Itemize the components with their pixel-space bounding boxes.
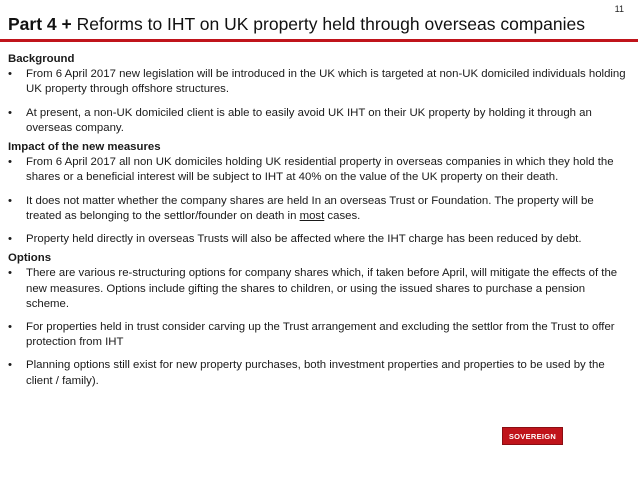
section-heading-impact: Impact of the new measures: [8, 141, 161, 154]
impact-list: [8, 155, 626, 247]
bullet-icon: •: [8, 106, 12, 119]
list-item-text: From 6 April 2017 new legislation will be introduced in the UK which is targeted at non-UK domiciled individuals holding UK property through offshore structures.: [26, 68, 626, 96]
title-text: Reforms to IHT on UK property held through overseas companies: [71, 14, 585, 34]
title-part-label: Part 4 +: [8, 14, 72, 34]
list-item: [8, 266, 626, 312]
list-item-text-end: cases.: [324, 209, 361, 222]
bullet-icon: •: [8, 359, 12, 372]
bullet-icon: •: [8, 68, 12, 81]
slide-content: [8, 52, 626, 389]
list-item: [8, 320, 626, 350]
list-item: [8, 232, 626, 247]
list-item-text: From 6 April 2017 all non UK domiciles holding UK residential property in overseas companies in which they hold the shares or a beneficial interest will be subject to IHT at 40% on the value of the UK property on their death.: [26, 156, 614, 184]
list-item-text: For properties held in trust consider carving up the Trust arrangement and excluding the settlor from the Trust to offer protection from IHT: [26, 321, 615, 349]
list-item-text: Property held directly in overseas Trusts will also be affected where the IHT charge has been reduced by debt.: [26, 233, 582, 246]
underlined-word: most: [299, 209, 325, 222]
list-item-text: It does not matter whether the company shares are held In an overseas Trust or Foundation. The property will be treated as belonging to the settlor/founder on death in: [26, 194, 594, 222]
sovereign-logo: SOVEREIGN: [502, 427, 563, 445]
section-heading-background: Background: [8, 53, 75, 65]
bullet-icon: •: [8, 194, 12, 207]
bullet-icon: •: [8, 321, 12, 334]
page-title: [8, 13, 585, 35]
list-item-text: At present, a non-UK domiciled client is able to easily avoid UK IHT on their UK property by holding it through an overseas company.: [26, 106, 592, 134]
list-item-text: There are various re-structuring options for company shares which, if taken before April, will mitigate the effects of the new measures. Options include gifting the shares to children, or using the issued shares to purchase a pension scheme.: [26, 267, 618, 310]
title-divider: [0, 39, 638, 42]
bullet-icon: •: [8, 233, 12, 246]
page-number: 11: [614, 4, 624, 14]
list-item: [8, 67, 626, 97]
options-list: [8, 266, 626, 388]
section-heading-options: Options: [8, 252, 52, 265]
bullet-icon: •: [8, 156, 12, 169]
list-item: [8, 155, 626, 185]
list-item: [8, 358, 626, 388]
bullet-icon: •: [8, 267, 12, 280]
list-item-text: Planning options still exist for new property purchases, both investment properties and properties to be used by the client / family).: [26, 359, 605, 387]
background-list: [8, 67, 626, 136]
list-item: [8, 106, 626, 136]
list-item: [8, 194, 626, 224]
